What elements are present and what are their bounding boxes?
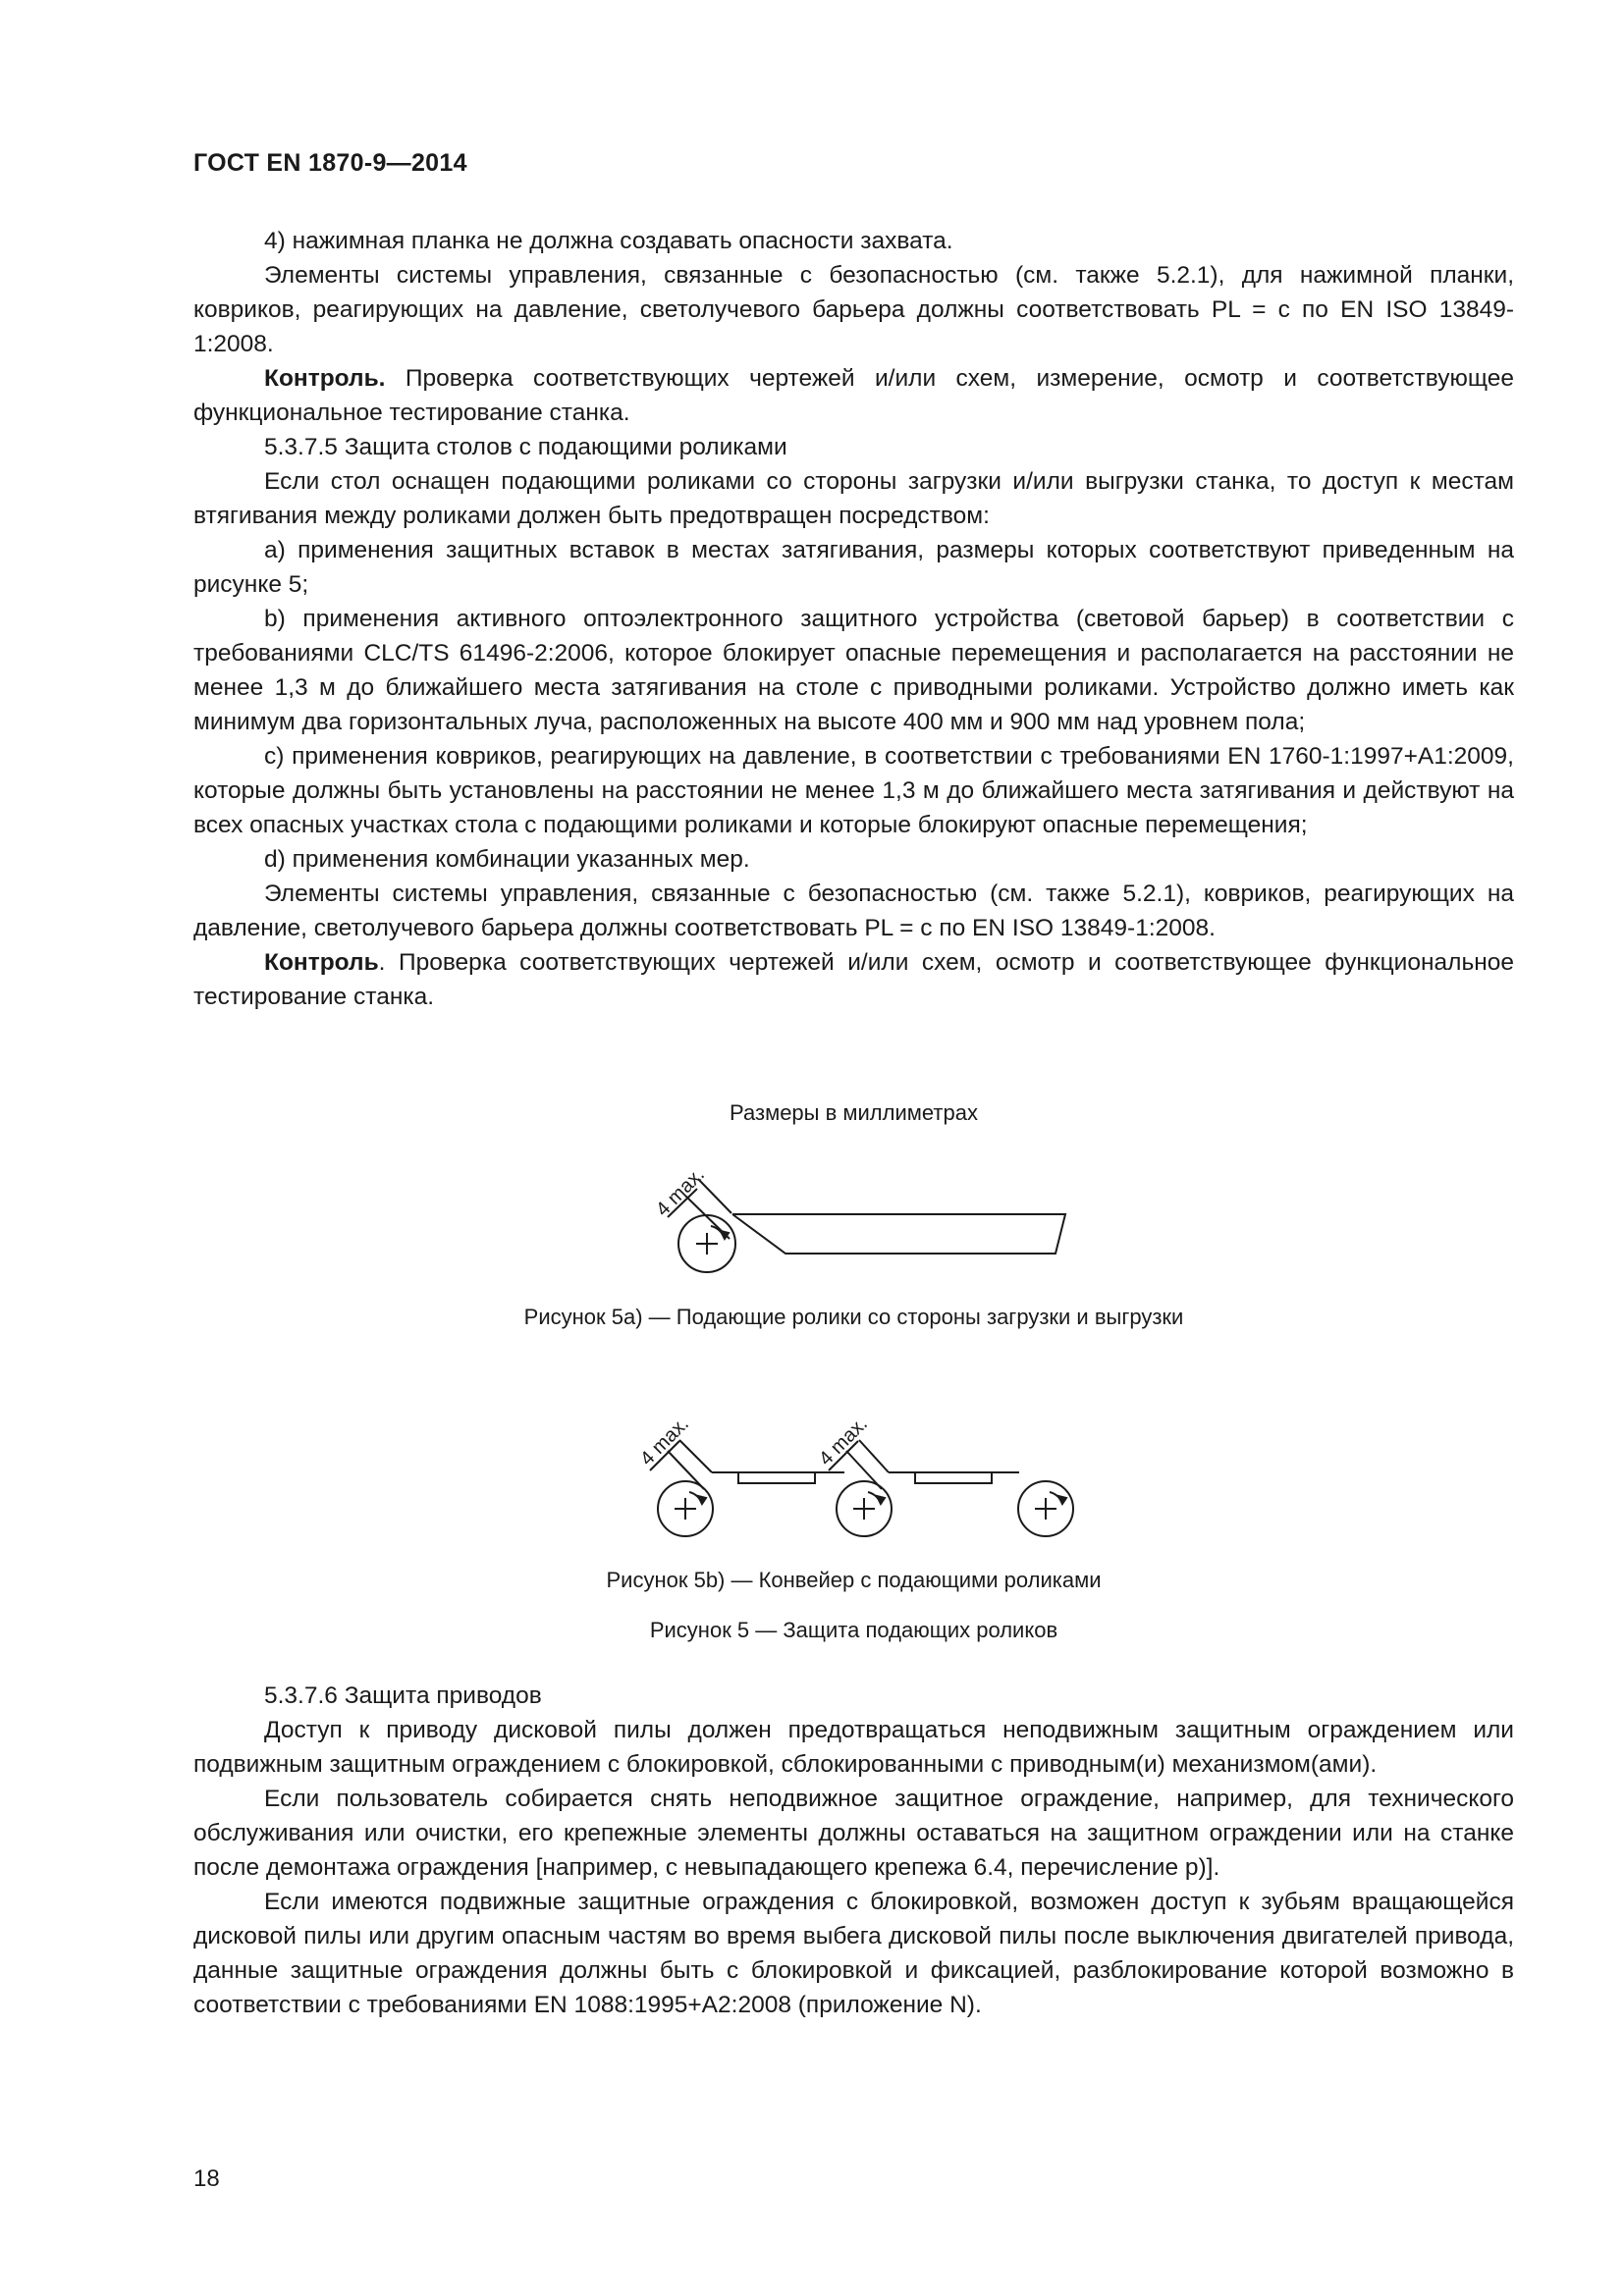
page-number: 18 bbox=[193, 2165, 220, 2192]
section-heading: 5.3.7.6 Защита приводов bbox=[264, 1682, 542, 1709]
caption-figure-5: Рисунок 5 — Защита подающих роликов bbox=[649, 1618, 1058, 1642]
protective-insert bbox=[732, 1214, 1065, 1254]
section-heading: 5.3.7.5 Защита столов с подающими роликами bbox=[264, 434, 787, 460]
dimensions-note: Размеры в миллиметрах bbox=[730, 1100, 978, 1125]
document-header: ГОСТ EN 1870-9—2014 bbox=[193, 149, 467, 177]
paragraph: Элементы системы управления, связанные с безопасностью (см. также 5.2.1), для нажимной планки, ковриков, реагирующих на давление, светолучевого барьера должны соответствовать PL = с по EN ISO 13849-1:2008. bbox=[193, 262, 1514, 357]
paragraph: Доступ к приводу дисковой пилы должен предотвращаться неподвижным защитным ограждением или подвижным защитным ограждением с блокировкой, сблокированными с приводным(и) механизмом(ами). bbox=[193, 1717, 1514, 1778]
paragraph: Если имеются подвижные защитные ограждения с блокировкой, возможен доступ к зубьям вращающейся дисковой пилы или другим опасным частям во время выбега дисковой пилы после выключения двигателей привода, данные защитные ограждения должны быть с блокировкой и фиксацией, разблокирование которой возможно в соответствии с требованиями EN 1088:1995+A2:2008 (приложение N). bbox=[193, 1889, 1514, 2018]
control-text: Проверка соответствующих чертежей и/или схем, измерение, осмотр и соответствующее функциональное тестирование станка. bbox=[193, 365, 1514, 426]
rotation-arrow bbox=[711, 1226, 725, 1239]
paragraph: Если пользователь собирается снять неподвижное защитное ограждение, например, для технического обслуживания или очистки, его крепежные элементы должны оставаться на защитном ограждении или на станке после демонтажа ограждения [например, с невыпадающего крепежа 6.4, перечисление р)]. bbox=[193, 1786, 1514, 1881]
list-item: d) применения комбинации указанных мер. bbox=[264, 846, 750, 873]
roller bbox=[837, 1481, 892, 1536]
list-item: с) применения ковриков, реагирующих на давление, в соответствии с требованиями EN 1760-1:1997+A1:2009, которые должны быть установлены на расстоянии не менее 1,3 м до ближайшего места затягивания и действуют на всех опасных участках стола с подающими роликами и которые блокируют опасные перемещения; bbox=[193, 743, 1514, 838]
paragraph: 4) нажимная планка не должна создавать опасности захвата. bbox=[264, 228, 953, 254]
list-item: b) применения активного оптоэлектронного защитного устройства (световой барьер) в соответствии с требованиями CLC/TS 61496-2:2006, которое блокирует опасные перемещения и располагается на расстоянии не менее 1,3 м до ближайшего места затягивания на столе с приводными роликами. Устройство должно иметь как минимум два горизонтальных луча, расположенных на высоте 400 мм и 900 мм над уровнем пола; bbox=[193, 606, 1514, 735]
caption-5b: Рисунок 5b) — Конвейер с подающими роликами bbox=[606, 1568, 1102, 1592]
dimension-label: 4 max. bbox=[651, 1163, 709, 1221]
control-label: Контроль bbox=[264, 949, 379, 976]
roller bbox=[658, 1481, 713, 1536]
paragraph: Элементы системы управления, связанные с безопасностью (см. также 5.2.1), ковриков, реагирующих на давление, светолучевого барьера должны соответствовать PL = с по EN ISO 13849-1:2008. bbox=[193, 881, 1514, 941]
dimension-label: 4 max. bbox=[814, 1413, 872, 1470]
body-text-top bbox=[193, 224, 1514, 1014]
roller bbox=[1018, 1481, 1073, 1536]
paragraph bbox=[193, 945, 1514, 1014]
rotation-arrow bbox=[689, 1492, 702, 1504]
caption-5a: Рисунок 5а) — Подающие ролики со стороны загрузки и выгрузки bbox=[523, 1305, 1184, 1329]
rotation-arrow bbox=[1050, 1492, 1062, 1504]
paragraph bbox=[193, 361, 1514, 430]
roller bbox=[678, 1215, 735, 1272]
control-label: Контроль. bbox=[264, 365, 386, 392]
rotation-arrow bbox=[868, 1492, 881, 1504]
body-text-bottom bbox=[193, 1679, 1514, 2022]
control-text: . Проверка соответствующих чертежей и/или схем, осмотр и соответствующее функциональное тестирование станка. bbox=[193, 949, 1514, 1010]
dimension-label: 4 max. bbox=[635, 1413, 693, 1470]
list-item: а) применения защитных вставок в местах затягивания, размеры которых соответствуют приведенным на рисунке 5; bbox=[193, 537, 1514, 598]
paragraph: Если стол оснащен подающими роликами со стороны загрузки и/или выгрузки станка, то доступ к местам втягивания между роликами должен быть предотвращен посредством: bbox=[193, 468, 1514, 529]
